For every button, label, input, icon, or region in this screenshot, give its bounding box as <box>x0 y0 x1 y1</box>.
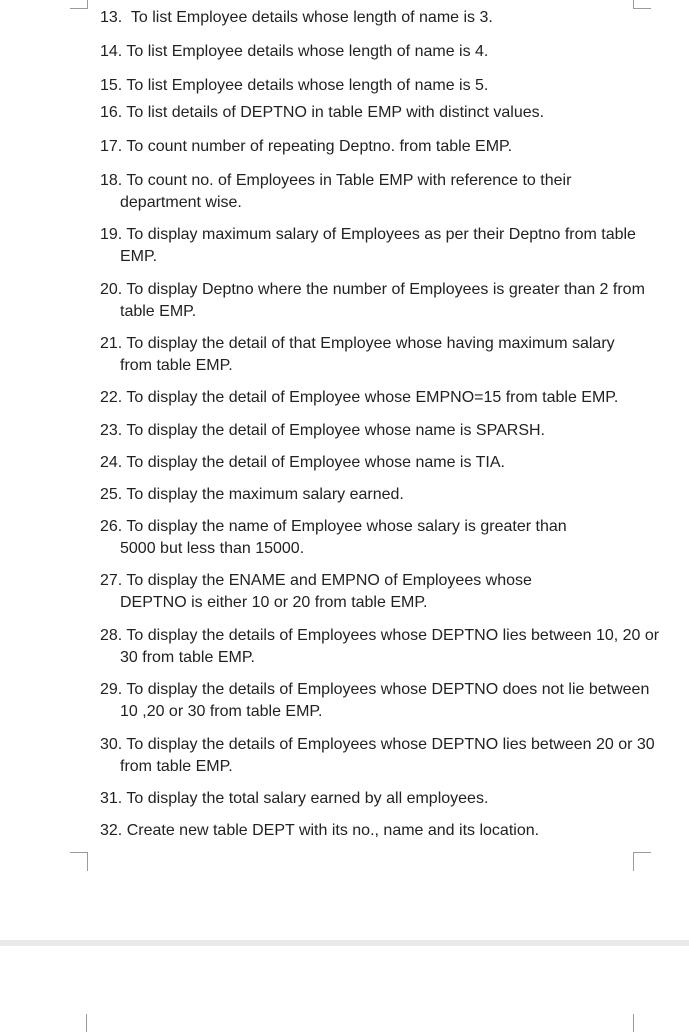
list-item: 26. To display the name of Employee whose salary is greater than 5000 but less than 15000. <box>100 518 567 557</box>
list-item: 24. To display the detail of Employee whose name is TIA. <box>100 454 505 471</box>
list-item: 22. To display the detail of Employee whose EMPNO=15 from table EMP. <box>100 389 619 406</box>
list-item: 13. To list Employee details whose length of name is 3. <box>100 9 493 26</box>
list-item: 18. To count no. of Employees in Table EMP with reference to their department wise. <box>100 172 572 211</box>
corner-mark-next-page-left <box>86 1014 87 1032</box>
list-item: 27. To display the ENAME and EMPNO of Employees whose DEPTNO is either 10 or 20 from table EMP. <box>100 572 532 611</box>
next-document-page <box>0 946 689 1032</box>
list-item: 16. To list details of DEPTNO in table EMP with distinct values. <box>100 104 545 121</box>
corner-mark-next-page-right <box>633 1014 634 1032</box>
list-item: 19. To display maximum salary of Employees as per their Deptno from table EMP. <box>100 226 636 265</box>
list-item: 29. To display the details of Employees whose DEPTNO does not lie between 10 ,20 or 30 from table EMP. <box>100 681 650 720</box>
list-item: 28. To display the details of Employees whose DEPTNO lies between 10, 20 or 30 from table EMP. <box>100 627 660 666</box>
corner-mark-top-left <box>70 0 88 9</box>
list-item: 30. To display the details of Employees whose DEPTNO lies between 20 or 30 from table EMP. <box>100 736 655 775</box>
list-item: 15. To list Employee details whose length of name is 5. <box>100 77 489 94</box>
list-item: 17. To count number of repeating Deptno. from table EMP. <box>100 138 513 155</box>
list-item: 23. To display the detail of Employee whose name is SPARSH. <box>100 422 545 439</box>
list-item: 20. To display Deptno where the number of Employees is greater than 2 from table EMP. <box>100 281 645 320</box>
list-item: 21. To display the detail of that Employee whose having maximum salary from table EMP. <box>100 335 615 374</box>
corner-mark-bottom-left <box>70 852 88 871</box>
list-item: 14. To list Employee details whose length of name is 4. <box>100 43 489 60</box>
corner-mark-bottom-right <box>633 852 651 871</box>
list-item: 25. To display the maximum salary earned. <box>100 486 404 503</box>
list-item: 32. Create new table DEPT with its no., name and its location. <box>100 822 540 839</box>
list-item: 31. To display the total salary earned by all employees. <box>100 790 489 807</box>
